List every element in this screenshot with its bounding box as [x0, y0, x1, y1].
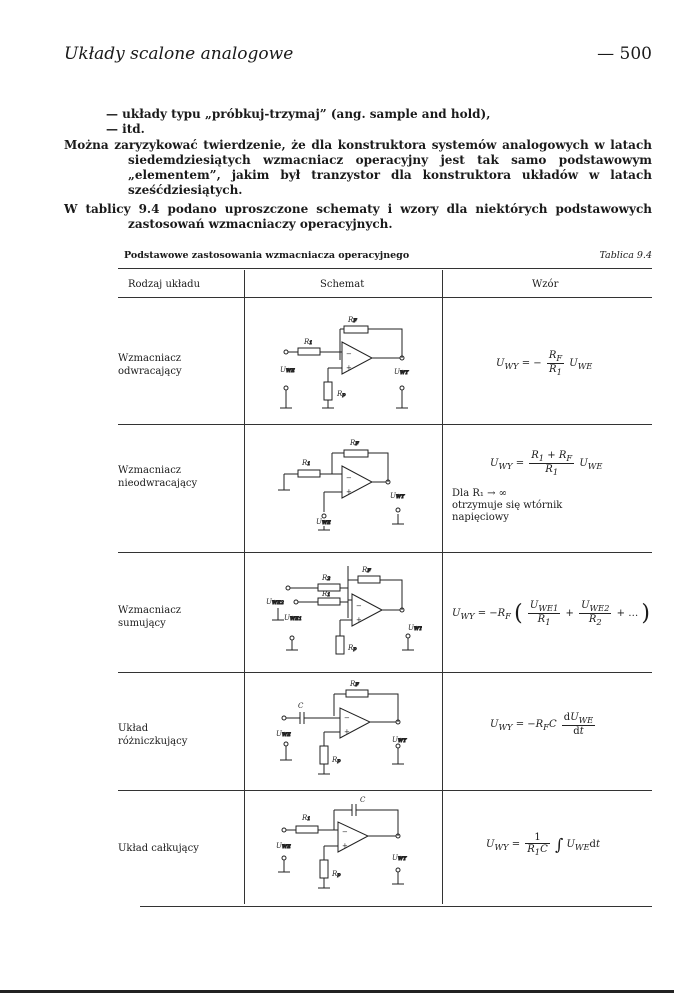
svg-text:UWY: UWY	[392, 854, 407, 862]
formula-summing: $U_{WY} = -R_F$ ( $\frac{U_{WE1}}{R_1}$ + $\frac{U_{WE2}}{R_2}$ + … )	[452, 600, 650, 627]
svg-text:−: −	[342, 828, 348, 836]
svg-text:+: +	[356, 616, 362, 624]
table-caption-id: Tablica 9.4	[599, 250, 652, 261]
col-header-formula: Wzór	[532, 279, 559, 290]
svg-text:R1: R1	[304, 338, 313, 346]
row-label-line2: odwracający	[118, 366, 182, 377]
svg-text:UWY: UWY	[408, 624, 422, 632]
paragraph-2	[64, 202, 652, 232]
row-rule-2	[118, 552, 652, 553]
formula-integrator: $U_{WY}$ = $\frac{1}{R_1C}$ ∫ $U_{WE}dt$	[486, 832, 600, 857]
note-line-1: Dla R₁ → ∞	[452, 488, 507, 499]
table-bottom-rule	[140, 906, 652, 907]
svg-text:UWE: UWE	[276, 730, 291, 738]
paragraph-1	[64, 138, 652, 198]
svg-text:+: +	[342, 842, 348, 850]
formula-inverting: $U_{WY}$ = − $\frac{R_F}{R_1}$ $U_{WE}$	[496, 350, 593, 377]
col-header-schematic: Schemat	[320, 279, 365, 290]
row-label-integrator	[118, 842, 228, 855]
row-label-line1: Wzmacniacz	[118, 465, 182, 476]
svg-text:R2: R2	[322, 574, 331, 582]
svg-text:−: −	[346, 350, 352, 358]
column-divider-2	[442, 270, 443, 904]
note-voltage-follower	[452, 488, 562, 524]
noninverting-amplifier-schematic	[262, 434, 422, 546]
scan-bottom-edge	[0, 990, 674, 993]
col-header-type: Rodzaj układu	[128, 279, 201, 290]
row-label-noninverting	[118, 464, 228, 490]
paragraph-1-text: Można zaryzykować twierdzenie, że dla konstruktora systemów analogowych w latach siedemdziesiątych wzmacniacz operacyjny jest tak samo podstawowym „elementem”, jakim był tranzystor dla konstruktora układów w latach sześćdziesiątych.	[64, 138, 652, 197]
formula-noninverting: $U_{WY}$ = $\frac{R_1 + R_F}{R_1}$ $U_{WE}$	[490, 450, 603, 477]
svg-text:−: −	[344, 714, 350, 722]
inverting-amplifier-schematic	[262, 310, 422, 420]
row-label-line1: Wzmacniacz	[118, 605, 182, 616]
integrator-schematic	[262, 796, 422, 902]
table-caption	[124, 250, 652, 261]
svg-text:UWE: UWE	[316, 518, 331, 526]
row-label-differentiator	[118, 722, 228, 748]
svg-text:+: +	[344, 728, 350, 736]
svg-text:UWE: UWE	[276, 842, 291, 850]
svg-text:+: +	[346, 364, 352, 372]
svg-text:RF: RF	[348, 316, 357, 324]
row-label-line2: nieodwracający	[118, 478, 198, 489]
svg-text:RF: RF	[350, 680, 359, 688]
row-label-line2: różniczkujący	[118, 736, 188, 747]
formula-differentiator: $U_{WY} = -R_FC$ $\frac{dU_{WE}}{dt}$	[490, 712, 594, 737]
page-number: — 500	[597, 44, 652, 64]
svg-text:Rp: Rp	[332, 870, 341, 878]
note-line-3: napięciowy	[452, 512, 509, 523]
row-label-line1: Wzmacniacz	[118, 353, 182, 364]
svg-text:RF: RF	[350, 439, 359, 447]
svg-text:C: C	[360, 796, 366, 804]
bullet-2: — itd.	[106, 122, 145, 136]
page-header	[64, 44, 652, 70]
svg-text:−: −	[346, 474, 352, 482]
svg-text:R1: R1	[302, 814, 311, 822]
row-label-line1: Układ	[118, 723, 149, 734]
svg-text:R1: R1	[322, 590, 331, 598]
svg-text:UWY: UWY	[390, 492, 405, 500]
svg-text:UWY: UWY	[392, 736, 407, 744]
svg-text:UWE1: UWE1	[284, 614, 302, 622]
row-rule-4	[118, 790, 652, 791]
svg-text:RF: RF	[362, 566, 371, 574]
svg-text:−: −	[356, 602, 362, 610]
row-label-inverting	[118, 352, 228, 378]
paragraph-2-text: W tablicy 9.4 podano uproszczone schematy i wzory dla niektórych podstawowych zastosowań wzmacniaczy operacyjnych.	[64, 202, 652, 231]
row-label-line1: Układ całkujący	[118, 843, 199, 854]
differentiator-schematic	[262, 680, 422, 786]
svg-text:Rp: Rp	[348, 644, 357, 652]
svg-text:Rp: Rp	[337, 390, 346, 398]
svg-text:C: C	[298, 702, 304, 710]
page-title: Układy scalone analogowe	[64, 44, 294, 64]
summing-amplifier-schematic	[262, 558, 422, 668]
note-line-2: otrzymuje się wtórnik	[452, 500, 563, 511]
svg-text:Rp: Rp	[332, 756, 341, 764]
svg-text:UWE: UWE	[280, 366, 295, 374]
table-top-rule	[118, 268, 652, 269]
column-divider-1	[244, 270, 245, 904]
table-header-rule	[118, 297, 652, 298]
table-caption-title: Podstawowe zastosowania wzmacniacza operacyjnego	[124, 250, 410, 261]
svg-text:UWE2: UWE2	[266, 598, 284, 606]
svg-text:UWY: UWY	[394, 368, 409, 376]
svg-text:R1: R1	[302, 459, 311, 467]
bullet-1: — układy typu „próbkuj-trzymaj” (ang. sample and hold),	[106, 107, 491, 121]
row-rule-3	[118, 672, 652, 673]
row-label-summing	[118, 604, 228, 630]
row-label-line2: sumujący	[118, 618, 166, 629]
svg-text:+: +	[346, 488, 352, 496]
row-rule-1	[118, 424, 652, 425]
